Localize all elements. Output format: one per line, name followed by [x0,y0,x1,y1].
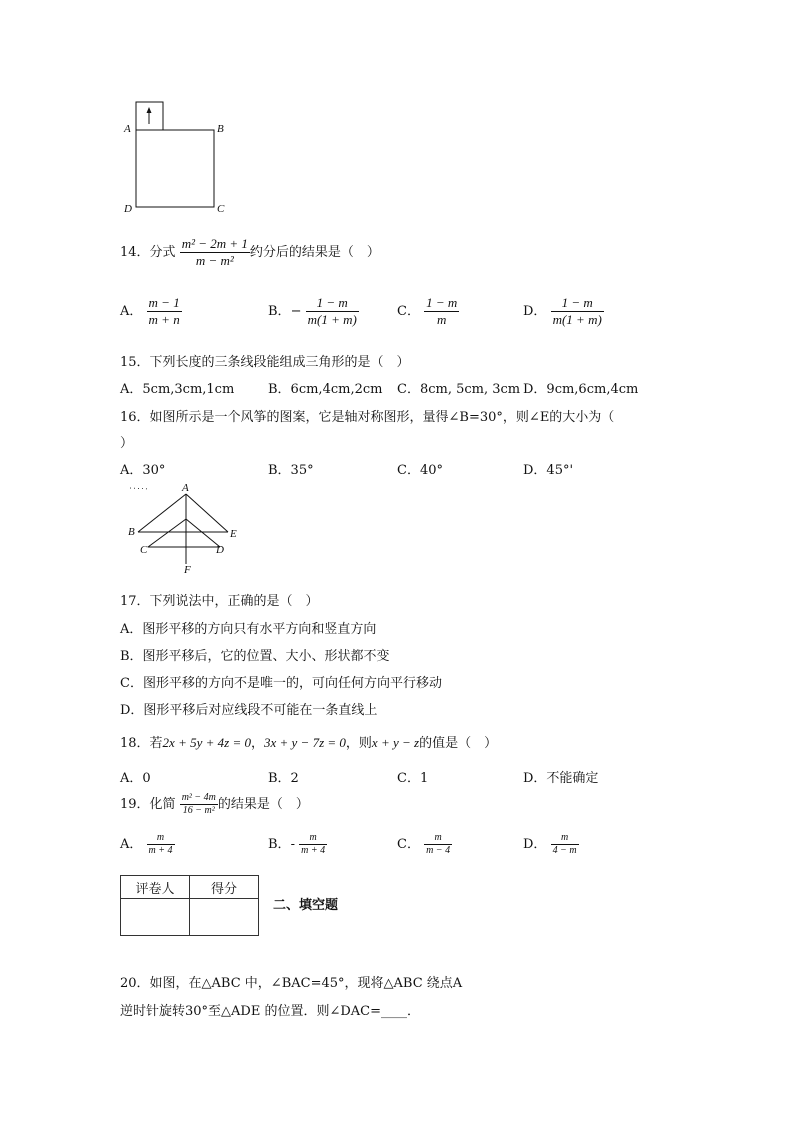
score-table-grader-header: 评卷人 [121,876,190,899]
q20-line1: 20．如图，在△ABC 中，∠BAC=45°，现将△ABC 绕点A [120,976,463,991]
q16-option-c: C．40° [397,463,443,478]
q14-fraction: $\frac{\text{m² − 2m + 1}}{\text{m − m²}}$ [181,236,248,268]
q19-option-c: C． $\frac{m}{m - 4}$ [397,832,451,856]
kite-label-e: E [230,528,237,540]
q14-option-a: A． $\frac{m - 1}{m + n}$ [120,295,180,327]
q16-option-a: A．30° [120,463,166,478]
label-b: B [217,123,224,135]
q18-stem: 18．若2x + 5y + 4z = 0，3x + y − 7z = 0，则x + y − z的值是（ ） [120,735,498,751]
q16-stem-line1: 16．如图所示是一个风筝的图案，它是轴对称图形，量得∠B=30°，则∠E的大小为（ [120,410,615,425]
q14-option-c: C． $\frac{1 - m}{m}$ [397,295,458,327]
q14-option-b: B．− $\frac{1 - m}{m(1 + m)}$ [268,295,357,327]
q18-option-d: D．不能确定 [523,771,599,786]
q16-option-d: D．45°' [523,463,574,478]
q19-option-d: D． $\frac{m}{4 - m}$ [523,832,577,856]
q20-line2: 逆时针旋转30°至△ADE 的位置．则∠DAC=____． [120,1004,421,1019]
q15-option-b: B．6cm,4cm,2cm [268,382,383,397]
q18-option-a: A．0 [120,771,151,786]
q17-stem: 17．下列说法中，正确的是（ ） [120,594,319,609]
q14-option-d: D． $\frac{1 - m}{m(1 + m)}$ [523,295,602,327]
q19-option-a: A． $\frac{m}{m + 4}$ [120,832,173,856]
kite-label-b: B [128,526,135,538]
score-table-score-cell [190,899,259,936]
q15-option-d: D．9cm,6cm,4cm [523,382,639,397]
q17-option-a: A．图形平移的方向只有水平方向和竖直方向 [120,622,377,637]
q16-stem-line2: ） [120,436,134,451]
square-figure [120,96,240,221]
q14-stem: 14．分式 $\frac{\text{m² − 2m + 1}}{\text{m − m²}}$ 约分后的结果是（ ） [120,236,380,268]
score-table-score-header: 得分 [190,876,259,899]
q18-option-c: C．1 [397,771,429,786]
q16-option-b: B．35° [268,463,314,478]
q19-stem: 19．化简 $\frac{\text{m² − 4m}}{\text{16 − m²}}$ 的结果是（ ） [120,792,309,816]
kite-label-f: F [184,564,191,576]
q15-option-c: C．8cm, 5cm, 3cm [397,382,521,397]
q17-option-d: D．图形平移后对应线段不可能在一条直线上 [120,703,378,718]
kite-figure [124,484,244,579]
section-title: 二、填空题 [273,898,339,913]
score-table [120,875,259,936]
label-a: A [124,123,131,135]
q17-option-b: B．图形平移后，它的位置、大小、形状都不变 [120,649,390,664]
kite-label-d: D [216,544,224,556]
q19-fraction: $\frac{\text{m² − 4m}}{\text{16 − m²}}$ [181,792,216,816]
kite-label-a: A [182,482,189,494]
q19-option-b: B．- $\frac{m}{m + 4}$ [268,832,326,856]
label-d: D [124,203,132,215]
kite-label-c: C [140,544,148,556]
q17-option-c: C．图形平移的方向不是唯一的，可向任何方向平行移动 [120,676,442,691]
label-c: C [217,203,225,215]
q15-option-a: A．5cm,3cm,1cm [120,382,235,397]
score-table-grader-cell [121,899,190,936]
q18-option-b: B．2 [268,771,299,786]
q15-stem: 15．下列长度的三条线段能组成三角形的是（ ） [120,355,410,370]
